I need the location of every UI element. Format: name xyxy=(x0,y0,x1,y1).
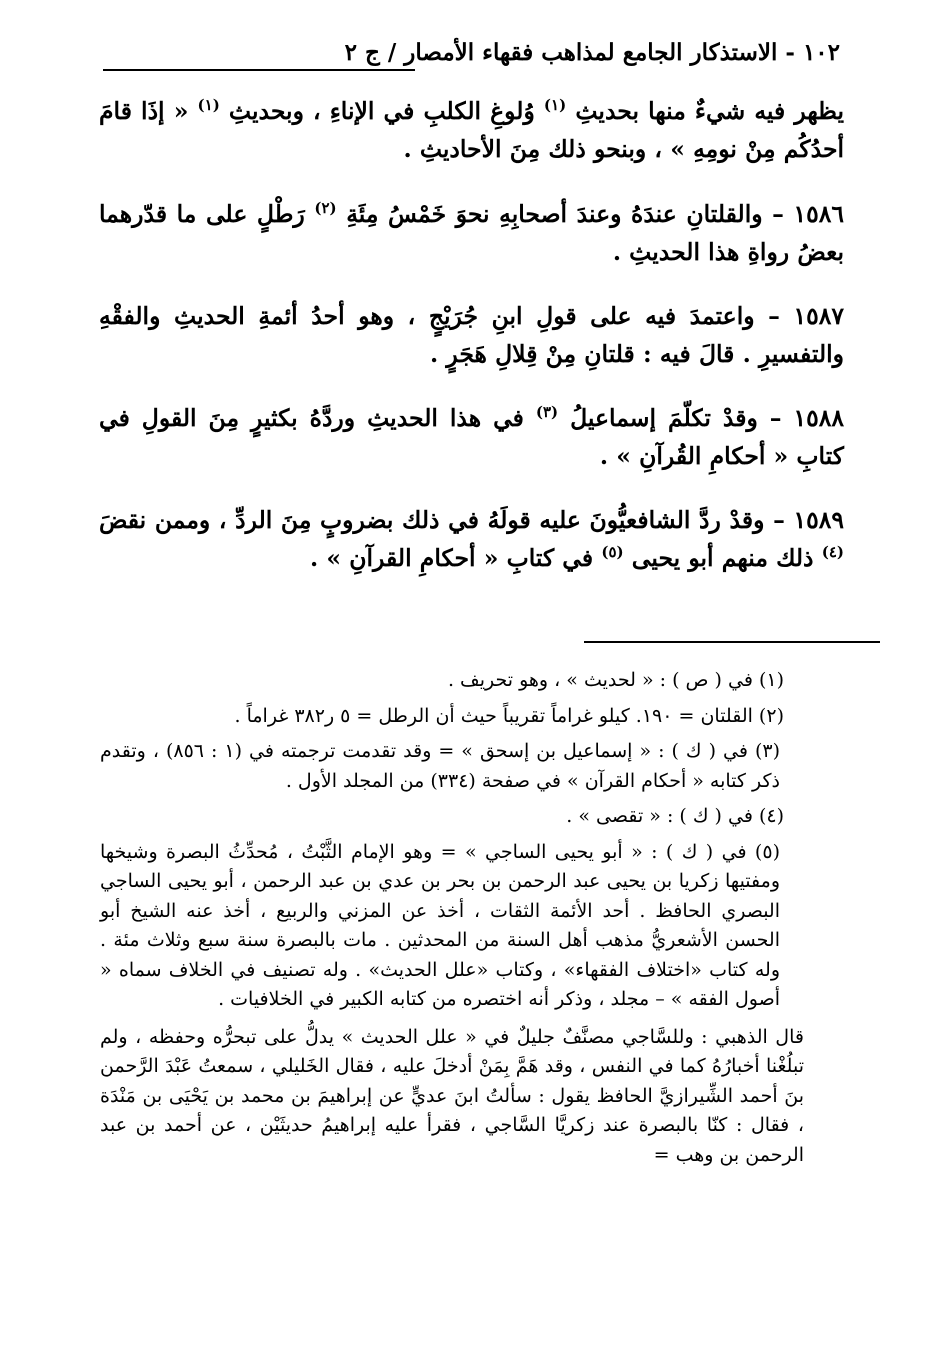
header-rule xyxy=(103,69,415,71)
paragraph-continuation: يظهر فيه شيءٌ منها بحديثِ $^{(١)}$ وُلوغِ الكلبِ في الإناءِ ، وبحديثِ $^{(١)}$ « إذَا قامَ أحدُكُم مِنْ نومِهِ » ، وبنحو ذلك مِنَ الأحاديثِ . xyxy=(99,96,844,163)
running-header xyxy=(104,38,840,68)
paragraph-number: ١٥٨٦ xyxy=(793,200,844,228)
footnote-ref: (٥) xyxy=(601,543,624,562)
footnote-ref: (٢) xyxy=(314,199,337,218)
footnote-5: (٥) في ( ك ) : « أبو يحيى الساجي » = وهو الإمام الثَّبْتُ ، مُحدِّثُ البصرة وشيخها ومفتيها زكريا بن يحيى عبد الرحمن بن بحر بن عدي بن عبد الرحمن ، أبو يحيى الساجي البصري الحافظ . أحد الأئمة الثقات ، أخذ عن المزني والربيع ، أخذ عنه الشيخ أبو الحسن الأشعريُّ مذهب أهل السنة من المحدثين . مات بالبصرة سنة سبع وثلاث مئة . وله كتاب «اختلاف الفقهاء» ، وكتاب «علل الحديث» . وله تصنيف في الخلاف سماه « أصول الفقه » – مجلد ، وذكر أنه اختصره من كتابه الكبير في الخلافيات . xyxy=(100,840,780,1010)
paragraph-1586: ١٥٨٦ – والقلتانِ عندَهُ وعندَ أصحابِهِ نحوَ خَمْسُ مِئَةِ $^{(٢)}$ رَطْلٍ على ما قدّرهما بعضُ رواةِ هذا الحديثِ . xyxy=(99,199,844,266)
paragraph-1589: ١٥٨٩ – وقدْ ردَّ الشافعيُّونَ عليه قولَهُ في ذلك بضروبٍ مِنَ الردِّ ، وممن نقضَ $^{(٤)}$ ذلك منهم أبو يحيى $^{(٥)}$ في كتابِ « أحكامِ القرآنِ » . xyxy=(99,506,844,572)
paragraph-number: ١٥٨٨ xyxy=(793,404,844,432)
footnote-ref: (٤) xyxy=(821,543,844,562)
footnote-3: (٣) في ( ك ) : « إسماعيل بن إسحق » = وقد تقدمت ترجمته في (١ : ٨٥٦) ، وتقدم ذكر كتابه « أحكام القرآن » في صفحة (٣٣٤) من المجلد الأول . xyxy=(100,740,780,792)
footnote-ref: (١) xyxy=(543,96,567,115)
paragraph-1587: ١٥٨٧ – واعتمدَ فيه على قولِ ابنِ جُرَيْجٍ ، وهو أحدُ أئمةِ الحديثِ والفقْهِ والتفسيرِ . قالَ فيه : قلتانِ مِنْ قِلالِ هَجَرٍ . xyxy=(99,302,844,368)
paragraph-number: ١٥٨٧ xyxy=(793,302,844,330)
paragraph-number: ١٥٨٩ xyxy=(793,506,844,534)
footnotes xyxy=(100,666,844,1176)
footnote-2: (٢) القلتان = ١٩٠. كيلو غراماً تقريباً حيث أن الرطل = ٥ ر٣٨٢ غراماً . xyxy=(234,704,784,727)
footnote-ref: (١) xyxy=(197,96,220,115)
footnote-4: (٤) في ( ك ) : « تقصى » . xyxy=(566,805,784,827)
footnote-5-quote: قال الذهبي : وللسَّاجي مصنَّفٌ جليلٌ في « علل الحديث » يدلُّ على تبحرُّه وحفظه ، ولم تبلُغْنا أخبارُهُ كما في النفس ، وقد هَمَّ بِمَنْ أدخلَ عليه ، فقال الخَليلي ، سمعتُ عَبْدَ الرَّحمن بنَ أحمد الشِّيرازيَّ الحافظ يقول : سألتُ ابنَ عديٍّ عن إبراهيمَ بن محمد بن يَحْيَى بن مَنْدَة ، فقال : كنّا بالبصرة عند زكريَّا السَّاجي ، فقرأ عليه إبراهيمُ حديثَيْن ، عن أحمد بن عبد الرحمن بن وهب = xyxy=(100,1025,804,1166)
footnote-1: (١) في ( ص ) : « لحديث » ، وهو تحريف . xyxy=(447,669,784,691)
footnote-separator xyxy=(584,641,880,643)
main-text xyxy=(99,92,844,603)
paragraph-1588: ١٥٨٨ – وقدْ تكلّمَ إسماعيلُ $^{(٣)}$ في هذا الحديثِ وردَّهُ بكثيرٍ مِنَ القولِ في كتابِ « أحكامِ القُرآنِ » . xyxy=(99,403,844,470)
footnote-ref: (٣) xyxy=(535,403,559,422)
header-text: ١٠٢ - الاستذكار الجامع لمذاهب فقهاء الأمصار / ج ٢ xyxy=(344,39,840,66)
